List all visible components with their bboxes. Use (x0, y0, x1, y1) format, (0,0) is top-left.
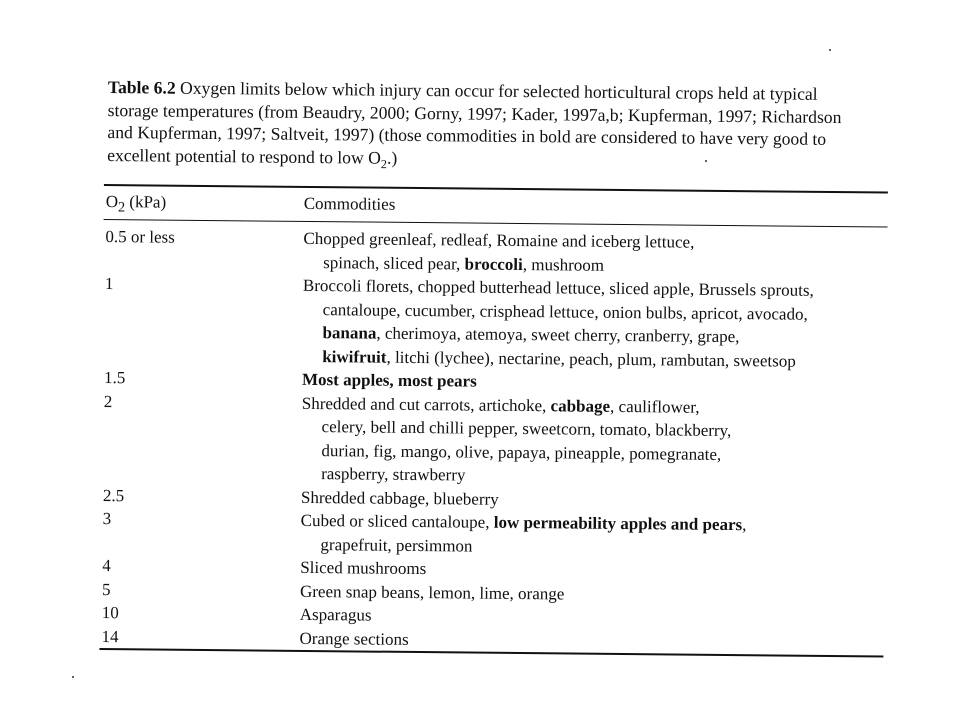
o2-value: 2.5 (102, 485, 125, 505)
commodity-text: cantaloupe, cucumber, crisphead lettuce, onion bulbs, apricot, avocado, (322, 299, 808, 324)
commodity-bold: low permeability apples and pears (493, 512, 743, 535)
caption-text: excellent potential to respond to low O (107, 144, 381, 168)
commodity-text: Shredded cabbage, blueberry (300, 487, 499, 509)
o2-value: 4 (102, 556, 111, 576)
table-caption (107, 76, 908, 174)
commodities-cell (303, 227, 887, 280)
commodity-text: Orange sections (299, 628, 409, 649)
o2-value: 5 (101, 579, 111, 599)
commodity-text: durian, fig, mango, olive, papaya, pineapple, pomegranate, (321, 440, 722, 464)
table-label: Table 6.2 (107, 76, 176, 98)
subscript: 2 (117, 199, 126, 216)
o2-value: 3 (102, 509, 112, 529)
caption-line: storage temperatures (from Beaudry, 2000; Gorny, 1997; Kader, 1997a,b; Kupferman, 1997; Richardson (107, 99, 842, 127)
column-header-commodities: Commodities (303, 193, 396, 214)
o2-value: 14 (101, 626, 119, 646)
column-header-o2 (106, 191, 167, 219)
commodity-text: celery, bell and chilli pepper, sweetcorn, tomato, blackberry, (321, 417, 732, 441)
o2-value: 1.5 (103, 368, 126, 388)
caption-text: .) (386, 147, 398, 168)
scan-speck (72, 676, 74, 678)
commodity-text: , (742, 515, 747, 535)
commodity-text: , cherimoya, atemoya, sweet cherry, cranberry, grape, (376, 323, 740, 347)
caption-text: Oxygen limits below which injury can occur for selected horticultural crops held at typical (175, 77, 818, 104)
commodity-text: Cubed or sliced cantaloupe, (300, 510, 494, 532)
commodity-text: Shredded and cut carrots, artichoke, (301, 393, 551, 415)
commodity-text: spinach, sliced pear, (323, 252, 465, 273)
commodity-bold: kiwifruit (322, 346, 387, 367)
commodity-text: Broccoli florets, chopped butterhead lettuce, sliced apple, Brussels sprouts, (302, 275, 814, 300)
commodities-cell (302, 274, 887, 374)
commodity-bold: broccoli (464, 253, 523, 274)
commodity-text: Sliced mushrooms (300, 557, 427, 579)
commodity-text: , litchi (lychee), nectarine, peach, plum, rambutan, sweetsop (386, 347, 796, 371)
o2-value: 1 (104, 274, 114, 294)
commodity-bold: Most apples, most pears (301, 369, 477, 391)
commodity-text: raspberry, strawberry (321, 464, 466, 485)
o2-value: 0.5 or less (105, 227, 175, 247)
commodity-bold: banana (322, 323, 377, 343)
commodities-cell (300, 509, 884, 562)
caption-line: and Kupferman, 1997; Saltveit, 1997) (those commodities in bold are considered to have very good to (107, 121, 827, 149)
commodity-bold: cabbage (550, 395, 611, 416)
o2-value: 2 (103, 391, 113, 411)
commodity-text: Asparagus (299, 604, 372, 625)
o2-value: 10 (101, 602, 119, 623)
table-header-rule (104, 219, 888, 228)
header-text: (kPa) (125, 192, 167, 212)
table-top-rule (104, 184, 888, 194)
commodity-text: Chopped greenleaf, redleaf, Romaine and iceberg lettuce, (303, 228, 695, 252)
oxygen-limits-table (101, 176, 894, 649)
commodity-text: grapefruit, persimmon (320, 534, 473, 556)
commodity-text: , mushroom (522, 254, 605, 275)
header-text: O (105, 192, 119, 212)
commodities-cell (301, 391, 886, 491)
commodity-text: Green snap beans, lemon, lime, orange (299, 581, 565, 603)
subscript: 2 (380, 156, 388, 171)
commodity-text: , cauliflower, (610, 396, 700, 417)
scan-speck (829, 49, 831, 51)
